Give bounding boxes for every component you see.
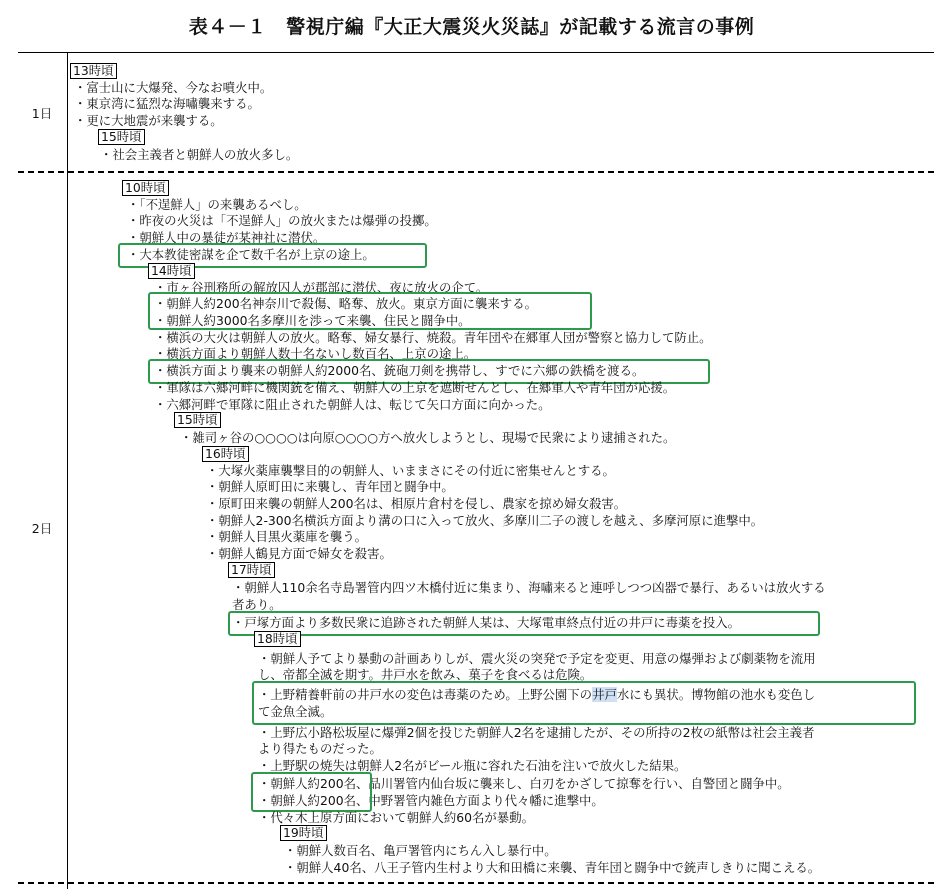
time-label: 15時頃 xyxy=(174,412,221,428)
column-divider xyxy=(67,52,68,889)
time-label: 16時頃 xyxy=(202,446,249,462)
rumor-item: ・更に大地震が来襲する。 xyxy=(74,113,223,128)
rumor-item: ・上野広小路松坂屋に爆弾2個を投じた朝鮮人2名を逮捕したが、その所持の2枚の紙幣は社会主義者 xyxy=(258,725,815,740)
rumor-item-cont: し、帝都全滅を期す。井戸水を飲み、菓子を食べるは危険。 xyxy=(258,667,593,682)
rumor-item: ・朝鮮人約200名、品川署管内仙台坂に襲来し、白刃をかざして掠奪を行い、自警団と闘争中。 xyxy=(258,776,790,791)
rumor-item: ・横浜の大火は朝鮮人の放火。略奪、婦女暴行、焼殺。青年団や在郷軍人団が警察と協力して防止。 xyxy=(154,330,712,345)
rumor-item: ・東京湾に猛烈な海嘯襲来する。 xyxy=(74,96,260,111)
table-bottom-rule xyxy=(18,882,934,884)
time-label: 18時頃 xyxy=(254,631,301,647)
time-label: 10時頃 xyxy=(122,180,169,196)
rumor-item: ・原町田来襲の朝鮮人200名は、相原片倉村を侵し、農家を掠め婦女殺害。 xyxy=(206,496,627,511)
rumor-item: ・朝鮮人約3000名多摩川を渉って来襲、住民と闘争中。 xyxy=(154,313,471,328)
rumor-item: ・代々木上原方面において朝鮮人約60名が暴動。 xyxy=(258,810,534,825)
rumor-text: 水にも異状。博物館の池水も変色し xyxy=(616,687,816,702)
highlight-box xyxy=(228,611,820,636)
rumor-item: ・横浜方面より朝鮮人数十名ないし数百名、上京の途上。 xyxy=(154,346,477,361)
rumor-item: ・朝鮮人鶴見方面で婦女を殺害。 xyxy=(206,546,392,561)
rumor-item: ・富士山に大爆発、今なお噴火中。 xyxy=(74,80,273,95)
rumor-item: ・朝鮮人数百名、亀戸署管内にちん入し暴行中。 xyxy=(284,843,557,858)
rumor-item: ・朝鮮人目黒火薬庫を襲う。 xyxy=(206,529,368,544)
rumor-item: ・社会主義者と朝鮮人の放火多し。 xyxy=(100,147,299,162)
time-label: 13時頃 xyxy=(70,63,117,79)
time-label: 15時頃 xyxy=(98,129,145,145)
day-label-2: 2日 xyxy=(31,521,53,536)
page-title: 表４－１ 警視庁編『大正大震災火災誌』が記載する流言の事例 xyxy=(188,16,755,38)
rumor-item-cont: より得たものだった。 xyxy=(258,741,382,756)
day-label-1: 1日 xyxy=(31,106,53,121)
rumor-item: ・朝鮮人約200名、中野署管内雑色方面より代々幡に進撃中。 xyxy=(258,793,604,808)
rumor-item: ・朝鮮人約200名神奈川で殺傷、略奪、放火。東京方面に襲来する。 xyxy=(154,296,537,311)
highlight-box xyxy=(148,292,592,330)
rumor-item: ・朝鮮人中の暴徒が某神社に潜伏。 xyxy=(127,230,326,245)
text-highlight: 井戸 xyxy=(592,687,617,702)
highlight-box xyxy=(252,681,916,725)
day-divider xyxy=(18,171,934,173)
table-top-rule xyxy=(18,52,934,53)
rumor-item: ・戸塚方面より多数民衆に追跡された朝鮮人某は、大塚電車終点付近の井戸に毒薬を投入。 xyxy=(232,615,741,630)
rumor-item: ・朝鮮人2-300名横浜方面より溝の口に入って放火、多摩川二子の渡しを越え、多摩河原に進撃中。 xyxy=(206,513,764,528)
rumor-item: ・朝鮮人予てより暴動の計画ありしが、震火災の突発で予定を変更、用意の爆弾および劇薬物を流用 xyxy=(258,651,816,666)
rumor-item: ・「不逞鮮人」の来襲あるべし。 xyxy=(127,197,307,212)
time-label: 14時頃 xyxy=(148,263,195,279)
rumor-item-cont: 者あり。 xyxy=(232,597,282,612)
rumor-item: ・上野駅の焼失は朝鮮人2名がビール瓶に容れた石油を注いで放火した結果。 xyxy=(258,758,687,773)
rumor-item: ・軍隊は六郷河畔に機関銃を備え、朝鮮人の上京を遮断せんとし、在郷軍人や青年団が応援。 xyxy=(154,380,676,395)
rumor-item: ・朝鮮人110余名寺島署管内四ツ木橋付近に集まり、海嘯来ると連呼しつつ凶器で暴行、あるいは放火する xyxy=(232,580,826,595)
rumor-item: ・朝鮮人40名、八王子管内生村より大和田橋に来襲、青年団と闘争中で銃声しきりに聞こえる。 xyxy=(284,860,821,875)
rumor-item: ・昨夜の火災は「不逞鮮人」の放火または爆弾の投擲。 xyxy=(127,213,437,228)
time-label: 17時頃 xyxy=(228,562,275,578)
rumor-item: ・六郷河畔で軍隊に阻止された朝鮮人は、転じて矢口方面に向かった。 xyxy=(154,397,551,412)
rumor-item: ・市ヶ谷刑務所の解放囚人が郡部に潜伏、夜に放火の企て。 xyxy=(154,280,489,295)
rumor-item: ・朝鮮人原町田に来襲し、青年団と闘争中。 xyxy=(206,479,454,494)
rumor-item: ・雑司ヶ谷の○○○○は向原○○○○方へ放火しようとし、現場で民衆により逮捕された。 xyxy=(180,430,676,445)
rumor-item: ・大本教徒密謀を企て数千名が上京の途上。 xyxy=(127,247,375,262)
highlight-box xyxy=(251,772,372,812)
rumor-text: ・上野精養軒前の井戸水の変色は毒薬のため。上野公園下の xyxy=(258,687,593,702)
time-label: 19時頃 xyxy=(280,825,327,841)
rumor-item: ・大塚火薬庫襲撃目的の朝鮮人、いままさにその付近に密集せんとする。 xyxy=(206,463,615,478)
rumor-item-cont: て金魚全滅。 xyxy=(258,704,333,719)
rumor-item: ・横浜方面より襲来の朝鮮人約2000名、銃砲刀剣を携帯し、すでに六郷の鉄橋を渡る。 xyxy=(154,363,645,378)
